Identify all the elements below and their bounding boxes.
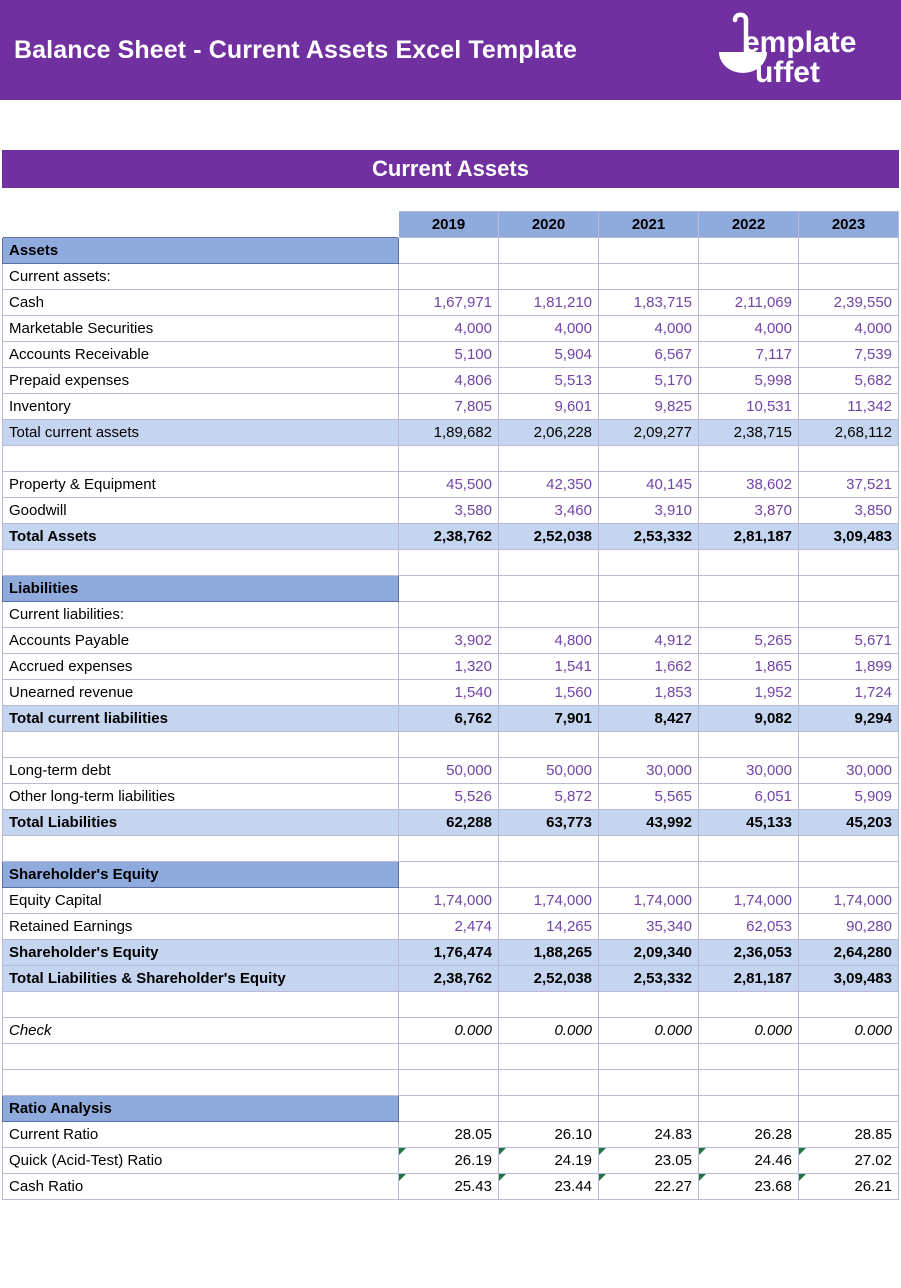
equity-capital-2021[interactable]: 1,74,000 — [599, 888, 699, 914]
total-assets-2020: 2,52,038 — [499, 524, 599, 550]
table-row — [3, 290, 899, 316]
total-liabilities-equity-2020: 2,52,038 — [499, 966, 599, 992]
unearned-revenue-2022[interactable]: 1,952 — [699, 680, 799, 706]
check-2021: 0.000 — [599, 1018, 699, 1044]
total-current-assets-2023: 2,68,112 — [799, 420, 899, 446]
cash-2023[interactable]: 2,39,550 — [799, 290, 899, 316]
property-equipment-2019[interactable]: 45,500 — [399, 472, 499, 498]
row-label-total-liabilities: Total Liabilities — [3, 810, 399, 836]
total-current-assets-2021: 2,09,277 — [599, 420, 699, 446]
cash-ratio-2020: 23.44 — [499, 1174, 599, 1200]
equity-section-cell-2021[interactable] — [599, 862, 699, 888]
quick-ratio-2022: 24.46 — [699, 1148, 799, 1174]
year-header-2022: 2022 — [699, 212, 799, 238]
goodwill-2023[interactable]: 3,850 — [799, 498, 899, 524]
quick-ratio-2021: 23.05 — [599, 1148, 699, 1174]
prepaid-expenses-2023[interactable]: 5,682 — [799, 368, 899, 394]
liabilities-section-cell-2020[interactable] — [499, 576, 599, 602]
sheet-title-bar — [2, 150, 899, 188]
total-current-assets-2019: 1,89,682 — [399, 420, 499, 446]
total-current-assets-2022: 2,38,715 — [699, 420, 799, 446]
section-label-ratio-analysis: Ratio Analysis — [3, 1096, 399, 1122]
current-liabilities-group-cell-2023[interactable] — [799, 602, 899, 628]
marketable-securities-2019[interactable]: 4,000 — [399, 316, 499, 342]
accrued-expenses-2021[interactable]: 1,662 — [599, 654, 699, 680]
section-header-shareholders-equity — [3, 862, 899, 888]
spacer-cell-label — [3, 992, 399, 1018]
row-label-equity-capital: Equity Capital — [3, 888, 399, 914]
table-row — [3, 628, 899, 654]
spacer-cell-2022 — [699, 446, 799, 472]
equity-capital-2019[interactable]: 1,74,000 — [399, 888, 499, 914]
spacer-cell-2019 — [399, 446, 499, 472]
prepaid-expenses-2020[interactable]: 5,513 — [499, 368, 599, 394]
accrued-expenses-2020[interactable]: 1,541 — [499, 654, 599, 680]
prepaid-expenses-2021[interactable]: 5,170 — [599, 368, 699, 394]
total-assets-2022: 2,81,187 — [699, 524, 799, 550]
table-row — [3, 680, 899, 706]
template-buffet-logo — [699, 6, 889, 94]
row-label-cash: Cash — [3, 290, 399, 316]
table-row — [3, 784, 899, 810]
cash-2021[interactable]: 1,83,715 — [599, 290, 699, 316]
total-liabilities-2022: 45,133 — [699, 810, 799, 836]
total-liabilities-2021: 43,992 — [599, 810, 699, 836]
total-assets-2019: 2,38,762 — [399, 524, 499, 550]
spacer-cell-label — [3, 732, 399, 758]
liabilities-section-cell-2021[interactable] — [599, 576, 699, 602]
accrued-expenses-2023[interactable]: 1,899 — [799, 654, 899, 680]
current-liabilities-group-cell-2021[interactable] — [599, 602, 699, 628]
quick-ratio-2019: 26.19 — [399, 1148, 499, 1174]
assets-section-cell-2022[interactable] — [699, 238, 799, 264]
table-row — [3, 472, 899, 498]
current-liabilities-group-cell-2020[interactable] — [499, 602, 599, 628]
table-row — [3, 654, 899, 680]
long-term-debt-2019[interactable]: 50,000 — [399, 758, 499, 784]
total-current-liabilities-2022: 9,082 — [699, 706, 799, 732]
block-gap-cell-2022 — [699, 836, 799, 862]
section-header-assets — [3, 238, 899, 264]
row-label-accrued-expenses: Accrued expenses — [3, 654, 399, 680]
inventory-2020[interactable]: 9,601 — [499, 394, 599, 420]
year-header-2023: 2023 — [799, 212, 899, 238]
assets-section-cell-2020[interactable] — [499, 238, 599, 264]
current-assets-group-cell-2019[interactable] — [399, 264, 499, 290]
block-gap-row — [3, 1044, 899, 1070]
row-label-goodwill: Goodwill — [3, 498, 399, 524]
table-row — [3, 498, 899, 524]
current-ratio-2022: 26.28 — [699, 1122, 799, 1148]
logo-text-line2: uffet — [755, 56, 820, 89]
total-current-liabilities-2023: 9,294 — [799, 706, 899, 732]
block-gap-row — [3, 550, 899, 576]
equity-capital-2022[interactable]: 1,74,000 — [699, 888, 799, 914]
check-2020: 0.000 — [499, 1018, 599, 1044]
retained-earnings-2022[interactable]: 62,053 — [699, 914, 799, 940]
row-label-total-liabilities-and-equity: Total Liabilities & Shareholder's Equity — [3, 966, 399, 992]
row-label-unearned-revenue: Unearned revenue — [3, 680, 399, 706]
liabilities-section-cell-2023[interactable] — [799, 576, 899, 602]
assets-section-cell-2019[interactable] — [399, 238, 499, 264]
accounts-payable-2022[interactable]: 5,265 — [699, 628, 799, 654]
equity-section-cell-2020[interactable] — [499, 862, 599, 888]
spacer-cell-2023 — [799, 446, 899, 472]
long-term-debt-2022[interactable]: 30,000 — [699, 758, 799, 784]
table-row — [3, 1174, 899, 1200]
check-row — [3, 1018, 899, 1044]
other-long-term-liabilities-2022[interactable]: 6,051 — [699, 784, 799, 810]
accounts-payable-2020[interactable]: 4,800 — [499, 628, 599, 654]
property-equipment-2022[interactable]: 38,602 — [699, 472, 799, 498]
accrued-expenses-2019[interactable]: 1,320 — [399, 654, 499, 680]
total-assets-2021: 2,53,332 — [599, 524, 699, 550]
other-long-term-liabilities-2020[interactable]: 5,872 — [499, 784, 599, 810]
accounts-payable-2023[interactable]: 5,671 — [799, 628, 899, 654]
cash-ratio-2022: 23.68 — [699, 1174, 799, 1200]
accounts-receivable-2020[interactable]: 5,904 — [499, 342, 599, 368]
inventory-2021[interactable]: 9,825 — [599, 394, 699, 420]
current-ratio-2023: 28.85 — [799, 1122, 899, 1148]
spacer-cell-2021 — [599, 446, 699, 472]
retained-earnings-2020[interactable]: 14,265 — [499, 914, 599, 940]
block-gap-cell-2022 — [699, 1044, 799, 1070]
property-equipment-2023[interactable]: 37,521 — [799, 472, 899, 498]
block-gap-cell-2023 — [799, 550, 899, 576]
row-label-accounts-receivable: Accounts Receivable — [3, 342, 399, 368]
shareholders-equity-2021: 2,09,340 — [599, 940, 699, 966]
row-label-total-assets: Total Assets — [3, 524, 399, 550]
spacer-row — [3, 732, 899, 758]
spacer-cell-label — [3, 446, 399, 472]
block-gap-cell-2020 — [499, 1044, 599, 1070]
equity-capital-2023[interactable]: 1,74,000 — [799, 888, 899, 914]
equity-section-cell-2019[interactable] — [399, 862, 499, 888]
accounts-receivable-2022[interactable]: 7,117 — [699, 342, 799, 368]
row-label-total-current-assets: Total current assets — [3, 420, 399, 446]
total-current-liabilities-2021: 8,427 — [599, 706, 699, 732]
table-row — [3, 394, 899, 420]
row-label-prepaid-expenses: Prepaid expenses — [3, 368, 399, 394]
block-gap-row — [3, 836, 899, 862]
total-liabilities-2020: 63,773 — [499, 810, 599, 836]
block-gap-cell-2019 — [399, 550, 499, 576]
block-gap-cell-label — [3, 1044, 399, 1070]
marketable-securities-2020[interactable]: 4,000 — [499, 316, 599, 342]
accounts-payable-2019[interactable]: 3,902 — [399, 628, 499, 654]
inventory-2019[interactable]: 7,805 — [399, 394, 499, 420]
liabilities-section-cell-2019[interactable] — [399, 576, 499, 602]
retained-earnings-2021[interactable]: 35,340 — [599, 914, 699, 940]
prepaid-expenses-2022[interactable]: 5,998 — [699, 368, 799, 394]
block-gap-cell-2021 — [599, 550, 699, 576]
block-gap-cell-2022 — [699, 550, 799, 576]
total-row-shareholders-equity — [3, 940, 899, 966]
goodwill-2022[interactable]: 3,870 — [699, 498, 799, 524]
block-gap-cell-2020 — [499, 836, 599, 862]
long-term-debt-2023[interactable]: 30,000 — [799, 758, 899, 784]
accounts-receivable-2023[interactable]: 7,539 — [799, 342, 899, 368]
cash-2019[interactable]: 1,67,971 — [399, 290, 499, 316]
spacer-cell-2020 — [499, 446, 599, 472]
page-title: Balance Sheet - Current Assets Excel Template — [14, 35, 578, 64]
row-label-cash-ratio: Cash Ratio — [3, 1174, 399, 1200]
spacer-cell-2023 — [799, 992, 899, 1018]
table-row — [3, 758, 899, 784]
assets-section-cell-2021[interactable] — [599, 238, 699, 264]
page-header-banner — [0, 0, 901, 100]
section-label-liabilities: Liabilities — [3, 576, 399, 602]
quick-ratio-2023: 27.02 — [799, 1148, 899, 1174]
year-header-2021: 2021 — [599, 212, 699, 238]
spacer-cell-2022 — [699, 992, 799, 1018]
block-gap2-cell-2021 — [599, 1070, 699, 1096]
current-liabilities-group-cell-2019[interactable] — [399, 602, 499, 628]
block-gap-row — [3, 1070, 899, 1096]
prepaid-expenses-2019[interactable]: 4,806 — [399, 368, 499, 394]
subtotal-row-total-current-assets — [3, 420, 899, 446]
cash-ratio-2021: 22.27 — [599, 1174, 699, 1200]
current-assets-group-cell-2023[interactable] — [799, 264, 899, 290]
other-long-term-liabilities-2021[interactable]: 5,565 — [599, 784, 699, 810]
balance-sheet-table — [2, 211, 899, 1200]
shareholders-equity-2023: 2,64,280 — [799, 940, 899, 966]
group-label-current-assets — [3, 264, 899, 290]
group-label-current-liabilities — [3, 602, 899, 628]
ratio-section-cell-2023[interactable] — [799, 1096, 899, 1122]
row-label-property-equipment: Property & Equipment — [3, 472, 399, 498]
block-gap-cell-2021 — [599, 1044, 699, 1070]
current-liabilities-group-cell-2022[interactable] — [699, 602, 799, 628]
other-long-term-liabilities-2023[interactable]: 5,909 — [799, 784, 899, 810]
total-current-liabilities-2019: 6,762 — [399, 706, 499, 732]
logo-text-line1: emplate — [743, 26, 857, 59]
block-gap2-cell-2020 — [499, 1070, 599, 1096]
block-gap-cell-2019 — [399, 836, 499, 862]
table-row — [3, 914, 899, 940]
block-gap2-cell-label — [3, 1070, 399, 1096]
group-label-current-liabilities-text: Current liabilities: — [3, 602, 399, 628]
row-label-inventory: Inventory — [3, 394, 399, 420]
current-ratio-2019: 28.05 — [399, 1122, 499, 1148]
total-row-total-current-liabilities — [3, 706, 899, 732]
spacer-cell-2021 — [599, 732, 699, 758]
block-gap-cell-2023 — [799, 1044, 899, 1070]
table-row — [3, 1122, 899, 1148]
total-liabilities-equity-2021: 2,53,332 — [599, 966, 699, 992]
unearned-revenue-2023[interactable]: 1,724 — [799, 680, 899, 706]
row-label-current-ratio: Current Ratio — [3, 1122, 399, 1148]
total-current-liabilities-2020: 7,901 — [499, 706, 599, 732]
total-row-total-assets — [3, 524, 899, 550]
total-current-assets-2020: 2,06,228 — [499, 420, 599, 446]
unearned-revenue-2020[interactable]: 1,560 — [499, 680, 599, 706]
equity-section-cell-2023[interactable] — [799, 862, 899, 888]
section-header-ratio-analysis — [3, 1096, 899, 1122]
row-label-total-current-liabilities: Total current liabilities — [3, 706, 399, 732]
total-liabilities-2023: 45,203 — [799, 810, 899, 836]
total-row-total-liabilities — [3, 810, 899, 836]
cash-2020[interactable]: 1,81,210 — [499, 290, 599, 316]
spacer-cell-2019 — [399, 992, 499, 1018]
cash-2022[interactable]: 2,11,069 — [699, 290, 799, 316]
unearned-revenue-2021[interactable]: 1,853 — [599, 680, 699, 706]
equity-section-cell-2022[interactable] — [699, 862, 799, 888]
check-2019: 0.000 — [399, 1018, 499, 1044]
row-label-check: Check — [3, 1018, 399, 1044]
retained-earnings-2023[interactable]: 90,280 — [799, 914, 899, 940]
row-label-marketable-securities: Marketable Securities — [3, 316, 399, 342]
row-label-retained-earnings: Retained Earnings — [3, 914, 399, 940]
check-2023: 0.000 — [799, 1018, 899, 1044]
total-liabilities-equity-2022: 2,81,187 — [699, 966, 799, 992]
assets-section-cell-2023[interactable] — [799, 238, 899, 264]
year-header-2019: 2019 — [399, 212, 499, 238]
shareholders-equity-2019: 1,76,474 — [399, 940, 499, 966]
long-term-debt-2021[interactable]: 30,000 — [599, 758, 699, 784]
title-spacer — [0, 188, 901, 211]
cash-ratio-2019: 25.43 — [399, 1174, 499, 1200]
total-liabilities-2019: 62,288 — [399, 810, 499, 836]
table-row — [3, 888, 899, 914]
section-header-liabilities — [3, 576, 899, 602]
row-label-accounts-payable: Accounts Payable — [3, 628, 399, 654]
spacer-row — [3, 446, 899, 472]
unearned-revenue-2019[interactable]: 1,540 — [399, 680, 499, 706]
ratio-section-cell-2021[interactable] — [599, 1096, 699, 1122]
row-label-other-long-term-liabilities: Other long-term liabilities — [3, 784, 399, 810]
block-gap-cell-2019 — [399, 1044, 499, 1070]
spacer-cell-2023 — [799, 732, 899, 758]
accounts-receivable-2021[interactable]: 6,567 — [599, 342, 699, 368]
inventory-2023[interactable]: 11,342 — [799, 394, 899, 420]
block-gap-cell-2020 — [499, 550, 599, 576]
ratio-section-cell-2020[interactable] — [499, 1096, 599, 1122]
shareholders-equity-2020: 1,88,265 — [499, 940, 599, 966]
block-gap-cell-2021 — [599, 836, 699, 862]
equity-capital-2020[interactable]: 1,74,000 — [499, 888, 599, 914]
block-gap2-cell-2019 — [399, 1070, 499, 1096]
section-label-assets: Assets — [3, 238, 399, 264]
shareholders-equity-2022: 2,36,053 — [699, 940, 799, 966]
goodwill-2019[interactable]: 3,580 — [399, 498, 499, 524]
marketable-securities-2023[interactable]: 4,000 — [799, 316, 899, 342]
total-assets-2023: 3,09,483 — [799, 524, 899, 550]
accounts-payable-2021[interactable]: 4,912 — [599, 628, 699, 654]
quick-ratio-2020: 24.19 — [499, 1148, 599, 1174]
property-equipment-2020[interactable]: 42,350 — [499, 472, 599, 498]
block-gap2-cell-2023 — [799, 1070, 899, 1096]
goodwill-2021[interactable]: 3,910 — [599, 498, 699, 524]
spacer-cell-2022 — [699, 732, 799, 758]
block-gap-cell-2023 — [799, 836, 899, 862]
block-gap2-cell-2022 — [699, 1070, 799, 1096]
other-long-term-liabilities-2019[interactable]: 5,526 — [399, 784, 499, 810]
total-row-total-liabilities-and-equity — [3, 966, 899, 992]
current-assets-group-cell-2021[interactable] — [599, 264, 699, 290]
row-label-shareholders-equity-total: Shareholder's Equity — [3, 940, 399, 966]
year-header-row — [3, 212, 899, 238]
block-gap-cell-label — [3, 836, 399, 862]
current-ratio-2020: 26.10 — [499, 1122, 599, 1148]
group-label-current-assets-text: Current assets: — [3, 264, 399, 290]
current-ratio-2021: 24.83 — [599, 1122, 699, 1148]
table-row — [3, 1148, 899, 1174]
accounts-receivable-2019[interactable]: 5,100 — [399, 342, 499, 368]
total-liabilities-equity-2019: 2,38,762 — [399, 966, 499, 992]
retained-earnings-2019[interactable]: 2,474 — [399, 914, 499, 940]
long-term-debt-2020[interactable]: 50,000 — [499, 758, 599, 784]
check-2022: 0.000 — [699, 1018, 799, 1044]
spacer-cell-2020 — [499, 732, 599, 758]
spacer-cell-2019 — [399, 732, 499, 758]
year-header-blank-cell — [3, 212, 399, 238]
inventory-2022[interactable]: 10,531 — [699, 394, 799, 420]
ratio-section-cell-2019[interactable] — [399, 1096, 499, 1122]
accrued-expenses-2022[interactable]: 1,865 — [699, 654, 799, 680]
marketable-securities-2022[interactable]: 4,000 — [699, 316, 799, 342]
block-gap-cell-label — [3, 550, 399, 576]
row-label-long-term-debt: Long-term debt — [3, 758, 399, 784]
spacer-cell-2020 — [499, 992, 599, 1018]
spacer-row — [3, 992, 899, 1018]
current-assets-group-cell-2022[interactable] — [699, 264, 799, 290]
table-row — [3, 316, 899, 342]
banner-spacer — [0, 100, 901, 150]
table-row — [3, 368, 899, 394]
cash-ratio-2023: 26.21 — [799, 1174, 899, 1200]
property-equipment-2021[interactable]: 40,145 — [599, 472, 699, 498]
spacer-cell-2021 — [599, 992, 699, 1018]
year-header-2020: 2020 — [499, 212, 599, 238]
ratio-section-cell-2022[interactable] — [699, 1096, 799, 1122]
section-label-shareholders-equity: Shareholder's Equity — [3, 862, 399, 888]
total-liabilities-equity-2023: 3,09,483 — [799, 966, 899, 992]
goodwill-2020[interactable]: 3,460 — [499, 498, 599, 524]
current-assets-group-cell-2020[interactable] — [499, 264, 599, 290]
row-label-quick-ratio: Quick (Acid-Test) Ratio — [3, 1148, 399, 1174]
table-row — [3, 342, 899, 368]
liabilities-section-cell-2022[interactable] — [699, 576, 799, 602]
sheet-title-text: Current Assets — [372, 156, 529, 181]
marketable-securities-2021[interactable]: 4,000 — [599, 316, 699, 342]
